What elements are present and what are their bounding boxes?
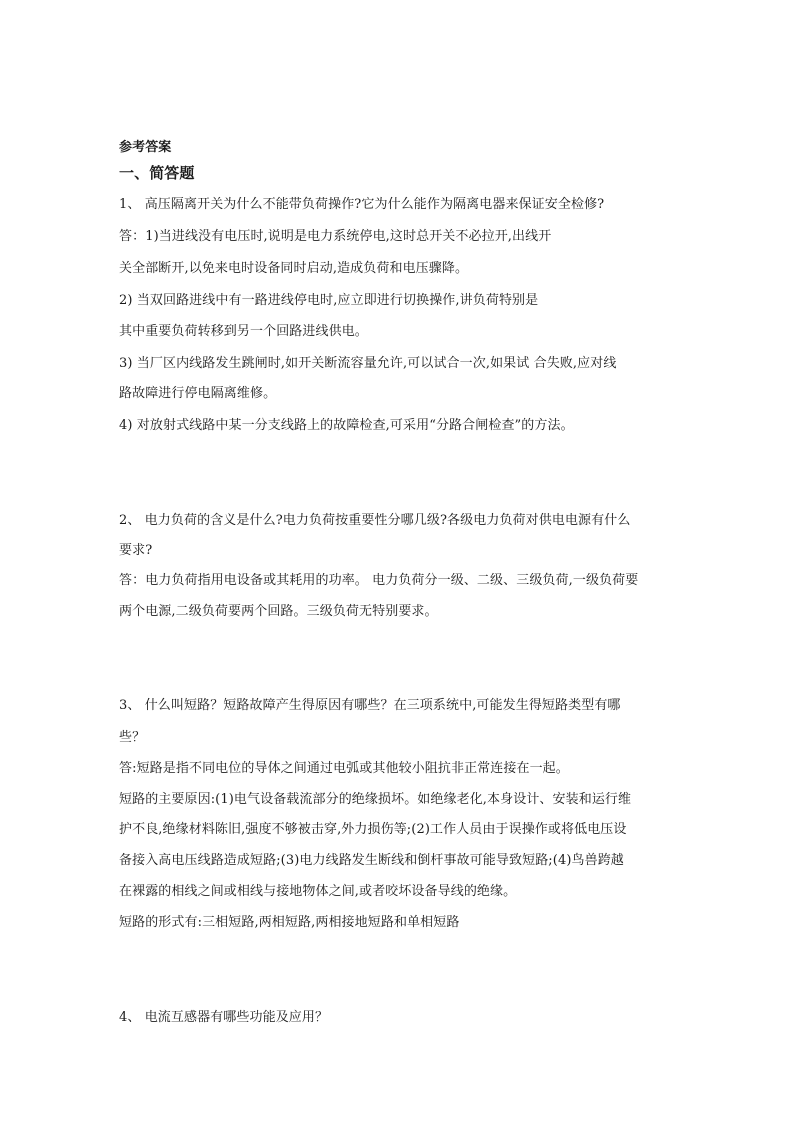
q1-answer-line-3: 2) 当双回路进线中有一路进线停电时,应立即进行切换操作,讲负荷特别是 xyxy=(119,293,539,308)
question-4: 4、 电流互感器有哪些功能及应用？ xyxy=(119,1010,329,1025)
q3-answer-line-6: 短路的形式有:三相短路,两相短路,两相接地短路和单相短路 xyxy=(119,915,460,930)
q3-answer-line-1: 答:短路是指不同电位的导体之间通过电弧或其他较小阻抗非正常连接在一起。 xyxy=(119,761,569,776)
q3-answer-line-3: 护不良,绝缘材料陈旧,强度不够被击穿,外力损伤等;(2)工作人员由于误操作或将低电压设 xyxy=(119,822,627,837)
question-2-line-1: 2、 电力负荷的含义是什么?电力负荷按重要性分哪几级?各级电力负荷对供电电源有什么 xyxy=(119,513,631,528)
question-2-line-2: 要求? xyxy=(119,543,153,558)
heading-reference-answers: 参考答案 xyxy=(119,140,172,155)
q1-answer-line-4: 其中重要负荷转移到另一个回路进线供电。 xyxy=(119,324,368,339)
q1-answer-line-5: 3) 当厂区内线路发生跳闸时,如开关断流容量允许,可以试合一次,如果试 合失败,应对线 xyxy=(119,356,617,371)
q1-answer-line-7: 4) 对放射式线路中某一分支线路上的故障检查,可采用“分路合闸检查”的方法。 xyxy=(119,418,574,433)
section-title: 一、简答题 xyxy=(119,164,195,182)
q3-answer-line-2: 短路的主要原因:(1)电气设备载流部分的绝缘损坏。如绝缘老化,本身设计、安装和运行维 xyxy=(119,792,632,807)
q2-answer-line-2: 两个电源,二级负荷要两个回路。三级负荷无特别要求。 xyxy=(119,604,438,619)
q3-answer-line-5: 在裸露的相线之间或相线与接地物体之间,或者咬坏设备导线的绝缘。 xyxy=(119,884,517,899)
question-3-line-1: 3、 什么叫短路？短路故障产生得原因有哪些？在三项系统中,可能发生得短路类型有哪 xyxy=(119,698,621,713)
q1-answer-line-1: 答：1)当进线没有电压时,说明是电力系统停电,这时总开关不必拉开,出线开 xyxy=(119,229,552,244)
question-3-line-2: 些？ xyxy=(119,730,146,745)
q1-answer-line-2: 关全部断开,以免来电时设备同时启动,造成负荷和电压骤降。 xyxy=(119,261,469,276)
q2-answer-line-1: 答：电力负荷指用电设备或其耗用的功率。 电力负荷分一级、二级、三级负荷,一级负荷要 xyxy=(119,573,639,588)
question-1: 1、 高压隔离开关为什么不能带负荷操作?它为什么能作为隔离电器来保证安全检修? xyxy=(119,197,605,212)
q1-answer-line-6: 路故障进行停电隔离维修。 xyxy=(119,386,277,401)
q3-answer-line-4: 备接入高电压线路造成短路;(3)电力线路发生断线和倒杆事故可能导致短路;(4)鸟兽跨越 xyxy=(119,853,624,868)
